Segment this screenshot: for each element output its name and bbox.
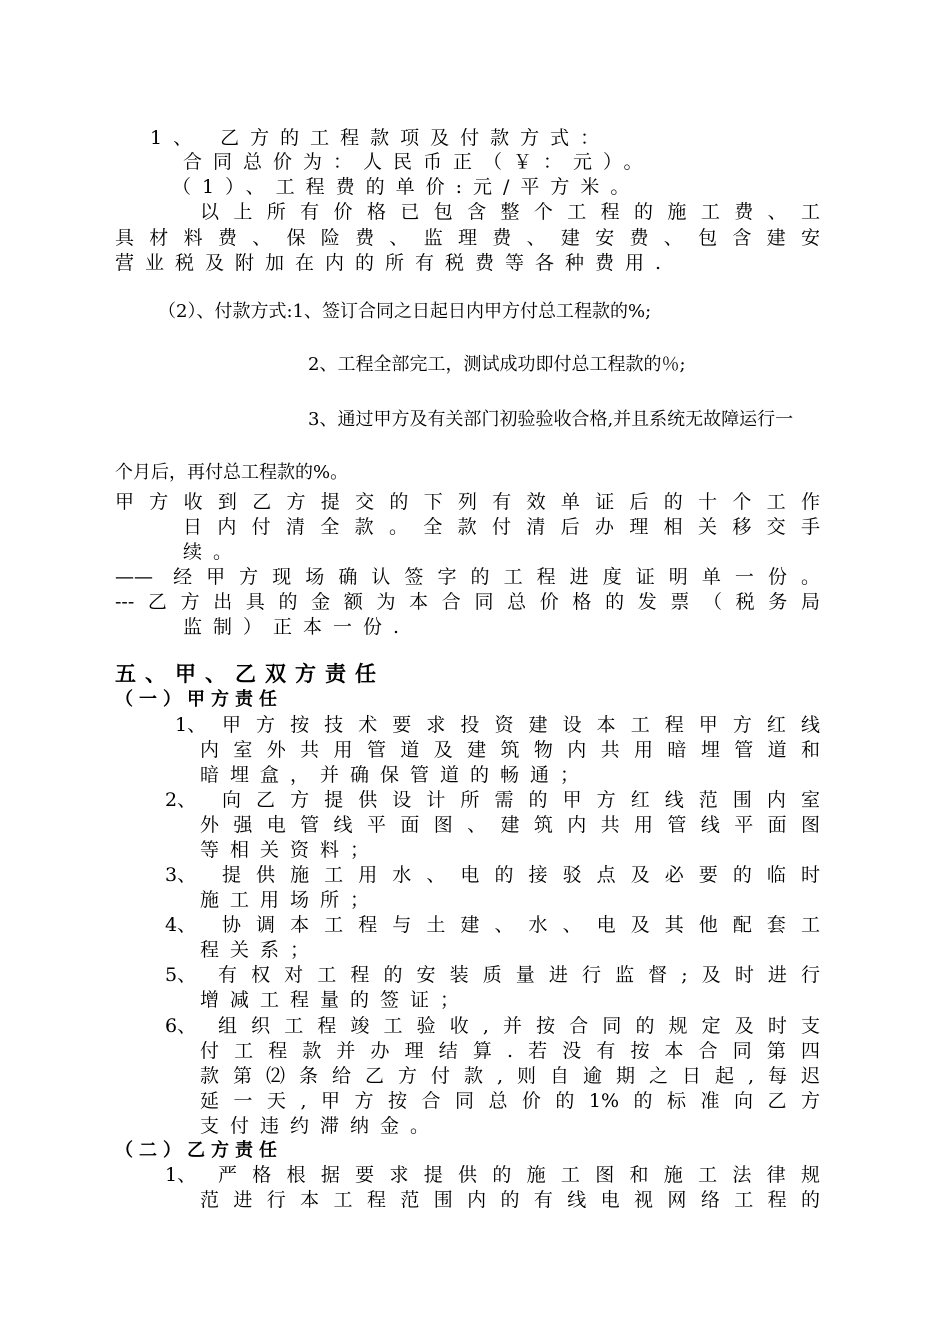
party-a-item-line: 外强电管线平面图、建筑内共用管线平面图 [200, 814, 820, 836]
document-item-2-line-2: 监制）正本一份. [183, 616, 411, 638]
party-a-item-line: 提供施工用水、电的接驳点及必要的临时 [222, 864, 820, 886]
party-a-item-number: 2、 [165, 789, 197, 811]
party-a-item-line: 内室外共用管道及建筑物内共用暗埋管道和 [200, 739, 820, 761]
party-a-item-number: 4、 [165, 914, 197, 936]
payment-item-heading: 1、 乙方的工程款项及付款方式： [150, 127, 611, 149]
party-a-item-number: 5、 [165, 964, 197, 986]
document-item-2-line-1: ---乙方出具的金额为本合同总价格的发票（税务局 [115, 591, 820, 613]
party-b-item-line: 范进行本工程范围内的有线电视网络工程的 [200, 1189, 820, 1211]
party-a-item-line: 等相关资料； [200, 839, 381, 861]
receipt-line-1: 甲方收到乙方提交的下列有效单证后的十个工作 [115, 491, 820, 513]
receipt-line-2: 日内付清全款。全款付清后办理相关移交手 [183, 516, 820, 538]
party-a-item-line: 向乙方提供设计所需的甲方红线范围内室 [222, 789, 820, 811]
payment-step-3: 3、通过甲方及有关部门初验验收合格,并且系统无故障运行一 [308, 409, 794, 430]
payment-step-2: 2、工程全部完工，测试成功即付总工程款的％; [308, 354, 686, 375]
party-b-item-number: 1、 [165, 1164, 197, 1186]
party-a-item-line: 付工程款并办理结算.若没有按本合同第四 [200, 1040, 820, 1062]
party-a-heading: （一）甲方责任 [115, 689, 283, 710]
party-b-heading: （二）乙方责任 [115, 1140, 283, 1161]
party-a-item-line: 有权对工程的安装质量进行监督;及时进行 [218, 964, 820, 986]
included-costs-line-1: 以上所有价格已包含整个工程的施工费、工 [200, 201, 820, 223]
section-5-title: 五、甲、乙双方责任 [115, 662, 385, 686]
party-b-item-line: 严格根据要求提供的施工图和施工法律规 [218, 1164, 820, 1186]
payment-method-line: （2）、付款方式:1、签订合同之日起日内甲方付总工程款的%; [158, 301, 652, 322]
party-a-item-line: 协调本工程与土建、水、电及其他配套工 [222, 914, 820, 936]
party-a-item-line: 甲方按技术要求投资建设本工程甲方红线 [222, 714, 820, 736]
party-a-item-number: 6、 [165, 1015, 197, 1037]
party-a-item-line: 支付违约滞纳金。 [200, 1115, 441, 1137]
party-a-item-line: 款第⑵条给乙方付款,则自逾期之日起,每迟 [200, 1065, 820, 1087]
receipt-line-3: 续。 [183, 541, 244, 563]
party-a-item-line: 程关系； [200, 939, 321, 961]
included-costs-line-3: 营业税及附加在内的所有税费等各种费用. [115, 252, 673, 274]
payment-step-3-continued: 个月后，再付总工程款的%。 [115, 462, 349, 483]
party-a-item-line: 组织工程竣工验收,并按合同的规定及时支 [218, 1015, 820, 1037]
party-a-item-line: 暗埋盒，并确保管道的畅通； [200, 764, 591, 786]
party-a-item-line: 增减工程量的签证； [200, 989, 471, 1011]
contract-total-line: 合同总价为：人民币正（￥：元）。 [183, 151, 654, 173]
party-a-item-number: 3、 [165, 864, 197, 886]
unit-price-line: （1）、工程费的单价:元/平方米。 [172, 176, 641, 198]
party-a-item-line: 延一天,甲方按合同总价的1%的标准向乙方 [200, 1090, 820, 1112]
party-a-item-line: 施工用场所； [200, 889, 381, 911]
included-costs-line-2: 具材料费、保险费、监理费、建安费、包含建安 [115, 227, 820, 249]
party-a-item-number: 1、 [175, 714, 207, 736]
document-item-1: —— 经甲方现场确认签字的工程进度证明单一份。 [115, 566, 820, 588]
